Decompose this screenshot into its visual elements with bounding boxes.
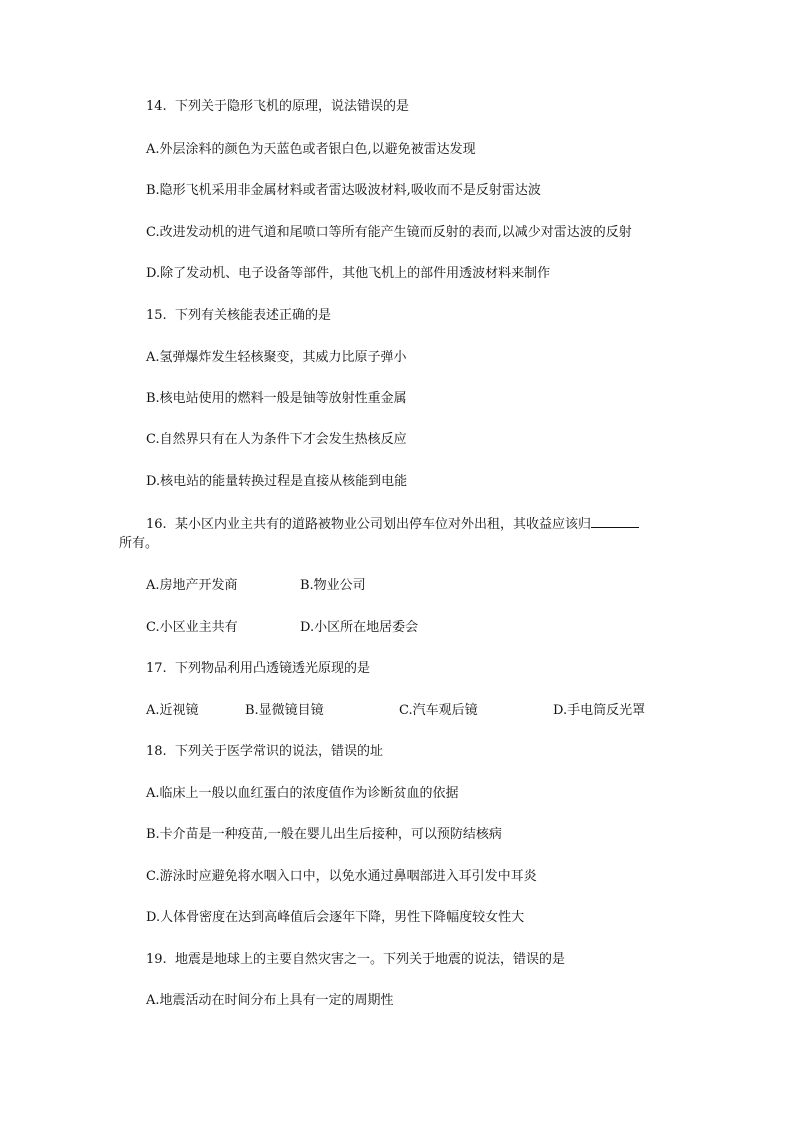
question-number: 17. bbox=[146, 661, 167, 676]
question-18-stem bbox=[146, 744, 383, 760]
question-16-stem bbox=[146, 515, 639, 533]
question-number: 19. bbox=[146, 952, 167, 967]
question-16-stem-cont: 所有。 bbox=[119, 536, 159, 551]
question-17-option-a: A.近视镜 bbox=[146, 703, 199, 718]
question-18-option-d: D.人体骨密度在达到高峰值后会逐年下降，男性下降幅度较女性大 bbox=[146, 910, 525, 925]
question-14-option-a: A.外层涂料的颜色为天蓝色或者银白色,以避免被雷达发现 bbox=[146, 142, 476, 157]
question-number: 15. bbox=[146, 308, 167, 323]
question-text: 下列物品利用凸透镜透光原现的是 bbox=[174, 661, 370, 676]
question-14-stem bbox=[146, 99, 409, 115]
question-19-option-a: A.地震活动在时间分布上具有一定的周期性 bbox=[146, 993, 394, 1008]
question-15-option-c: C.自然界只有在人为条件下才会发生热核反应 bbox=[146, 432, 407, 447]
question-18-option-b: B.卡介苗是一种疫苗,一般在婴儿出生后接种，可以预防结核病 bbox=[146, 827, 502, 842]
question-text: 下列关于医学常识的说法，错误的址 bbox=[174, 744, 383, 759]
question-19-stem bbox=[146, 952, 565, 968]
question-16-option-d: D.小区所在地居委会 bbox=[300, 620, 419, 635]
question-14-option-c: C.改进发动机的进气道和尾喷口等所有能产生镜而反射的表而,以减少对雷达波的反射 bbox=[146, 225, 632, 240]
question-text: 下列关于隐形飞机的原理，说法错误的是 bbox=[174, 99, 409, 114]
question-17-stem bbox=[146, 661, 370, 677]
question-15-option-a: A.氢弹爆炸发生轻核聚变，其威力比原子弹小 bbox=[146, 350, 407, 365]
answer-blank bbox=[591, 515, 639, 528]
question-16-option-b: B.物业公司 bbox=[300, 578, 366, 593]
question-text: 下列有关核能表述正确的是 bbox=[174, 308, 331, 323]
question-text: 地震是地球上的主要自然灾害之一。下列关于地震的说法，错误的是 bbox=[174, 952, 565, 967]
question-16-option-a: A.房地产开发商 bbox=[146, 578, 238, 593]
question-16-option-c: C.小区业主共有 bbox=[146, 620, 238, 635]
question-17-option-c: C.汽车观后镜 bbox=[399, 703, 478, 718]
question-text: 某小区内业主共有的道路被物业公司划出停车位对外出租，其收益应该归 bbox=[174, 517, 591, 532]
question-number: 16. bbox=[146, 517, 167, 532]
question-number: 14. bbox=[146, 99, 167, 114]
question-number: 18. bbox=[146, 744, 167, 759]
question-15-option-d: D.核电站的能量转换过程是直接从核能到电能 bbox=[146, 474, 408, 489]
question-17-option-d: D.手电筒反光罩 bbox=[553, 703, 646, 718]
question-15-option-b: B.核电站使用的燃料一般是铀等放射性重金属 bbox=[146, 391, 407, 406]
question-14-option-b: B.隐形飞机采用非金属材料或者雷达吸波材料,吸收而不是反射雷达波 bbox=[146, 183, 541, 198]
question-14-option-d: D.除了发动机、电子设备等部件，其他飞机上的部件用透波材料来制作 bbox=[146, 266, 551, 281]
question-15-stem bbox=[146, 308, 331, 324]
question-17-option-b: B.显微镜目镜 bbox=[245, 703, 324, 718]
question-18-option-a: A.临床上一般以血红蛋白的浓度值作为诊断贫血的依据 bbox=[146, 786, 459, 801]
question-18-option-c: C.游泳时应避免将水咽入口中，以免水通过鼻咽部进入耳引发中耳炎 bbox=[146, 869, 537, 884]
